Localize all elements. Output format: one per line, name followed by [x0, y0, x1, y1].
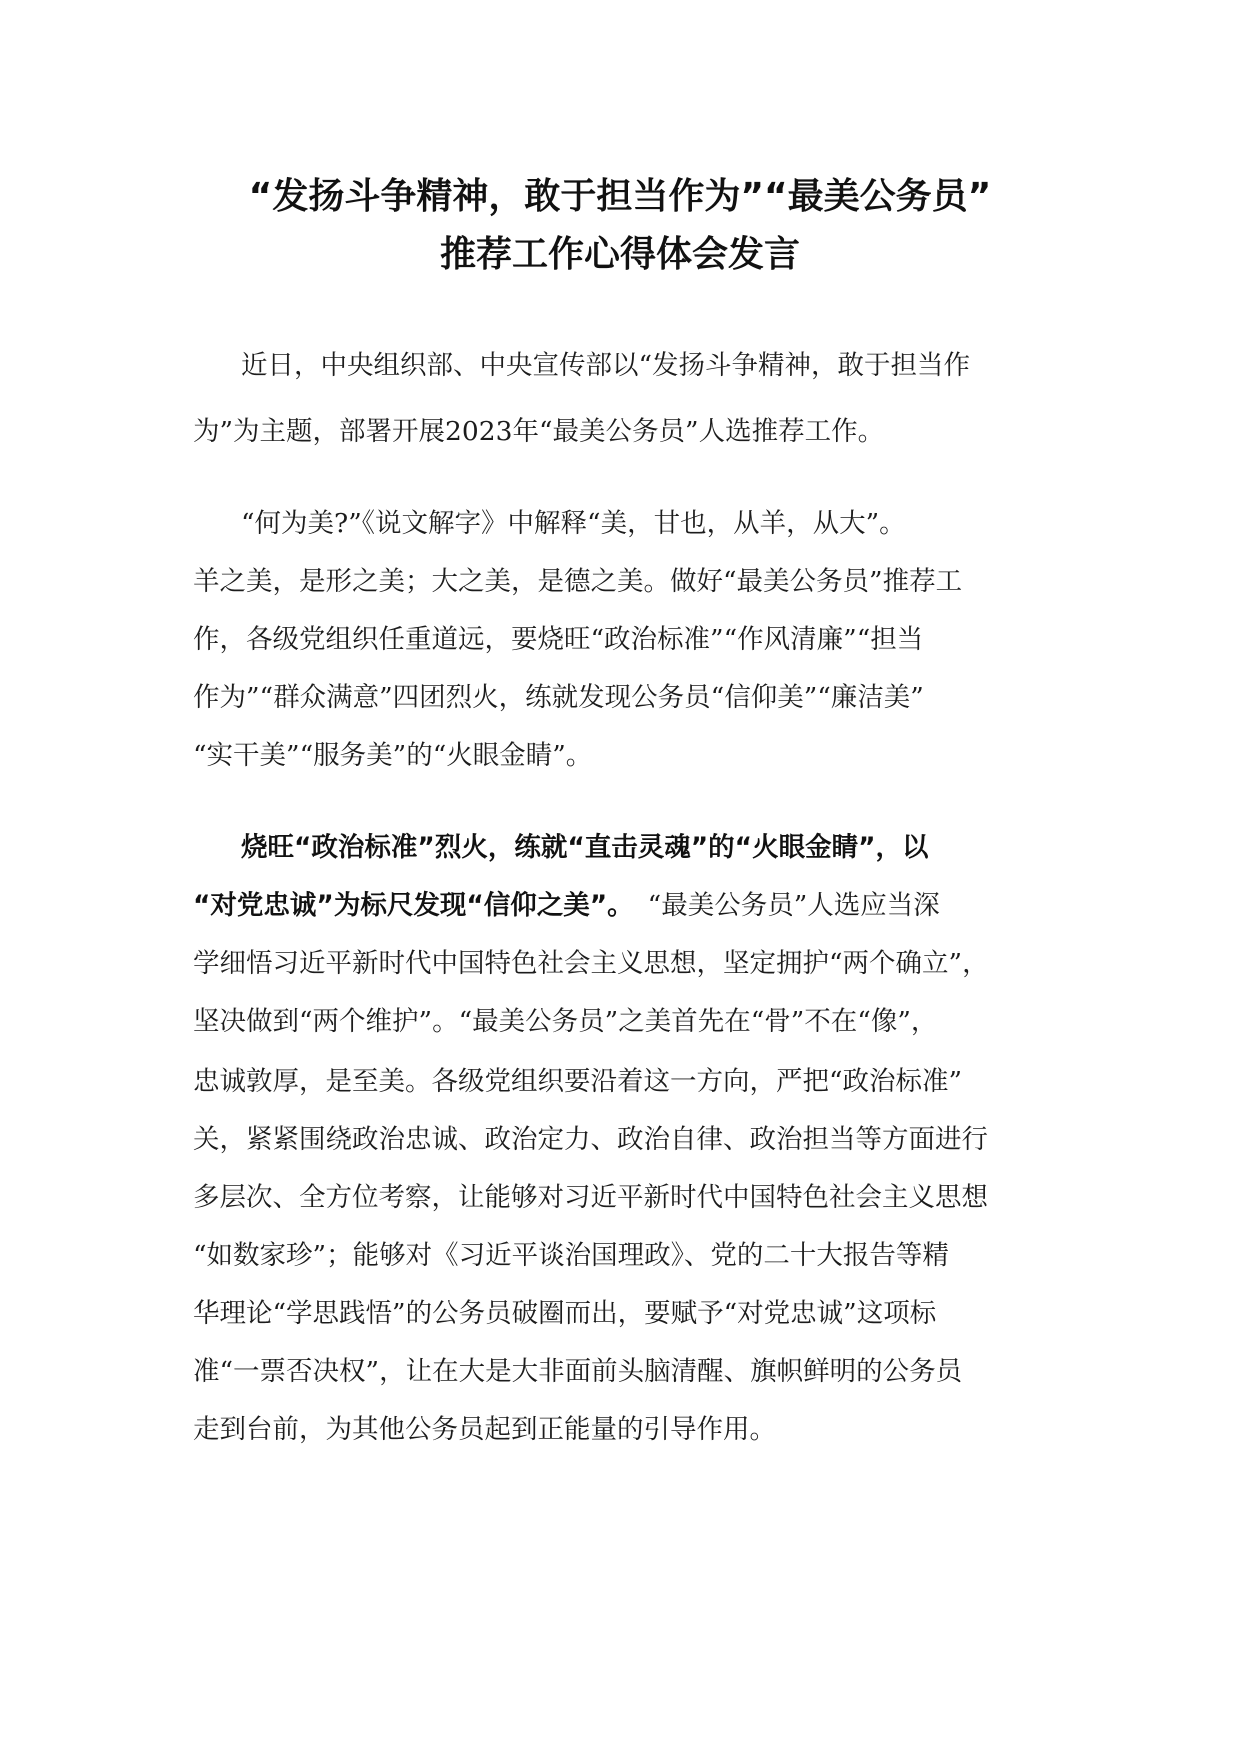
paragraph-1-line: 为”为主题，部署开展2023年“最美公务员”人选推荐工作。	[193, 416, 885, 447]
document-title-line-2: 推荐工作心得体会发言	[439, 234, 800, 275]
paragraph-3-line: 学细悟习近平新时代中国特色社会主义思想，坚定拥护“两个确立”，	[193, 948, 989, 979]
document-title-line-1: “发扬斗争精神，敢于担当作为”“最美公务员”	[248, 176, 992, 217]
paragraph-3-line: “如数家珍”；能够对《习近平谈治国理政》、党的二十大报告等精	[193, 1240, 949, 1271]
paragraph-2-line: “何为美?”《说文解字》中解释“美，甘也，从羊，从大”。	[241, 508, 906, 539]
paragraph-3-line: 多层次、全方位考察，让能够对习近平新时代中国特色社会主义思想	[193, 1182, 988, 1213]
paragraph-3-line: 关，紧紧围绕政治忠诚、政治定力、政治自律、政治担当等方面进行	[193, 1124, 988, 1155]
paragraph-2-line: 羊之美，是形之美；大之美，是德之美。做好“最美公务员”推荐工	[193, 566, 963, 597]
paragraph-3-line: 准“一票否决权”，让在大是大非面前头脑清醒、旗帜鲜明的公务员	[193, 1356, 963, 1387]
paragraph-3-heading-line-2: “对党忠诚”为标尺发现“信仰之美”。	[193, 890, 634, 921]
paragraph-2-line: 作为”“群众满意”四团烈火，练就发现公务员“信仰美”“廉洁美”	[193, 682, 924, 713]
paragraph-2-line: “实干美”“服务美”的“火眼金睛”。	[193, 740, 593, 771]
paragraph-3-line-2	[193, 886, 940, 926]
paragraph-3-line: 华理论“学思践悟”的公务员破圈而出，要赋予“对党忠诚”这项标	[193, 1298, 937, 1329]
paragraph-1-line: 近日，中央组织部、中央宣传部以“发扬斗争精神，敢于担当作	[241, 350, 971, 381]
paragraph-3-line: 忠诚敦厚，是至美。各级党组织要沿着这一方向，严把“政治标准”	[193, 1066, 963, 1097]
paragraph-2-line: 作，各级党组织任重道远，要烧旺“政治标准”“作风清廉”“担当	[193, 624, 924, 655]
paragraph-3-line: 坚决做到“两个维护”。“最美公务员”之美首先在“骨”不在“像”，	[193, 1006, 938, 1037]
paragraph-3-line-2-rest: “最美公务员”人选应当深	[647, 890, 940, 921]
paragraph-3-heading-line-1: 烧旺“政治标准”烈火，练就“直击灵魂”的“火眼金睛”，以	[241, 832, 929, 863]
paragraph-3-line: 走到台前，为其他公务员起到正能量的引导作用。	[193, 1414, 776, 1445]
